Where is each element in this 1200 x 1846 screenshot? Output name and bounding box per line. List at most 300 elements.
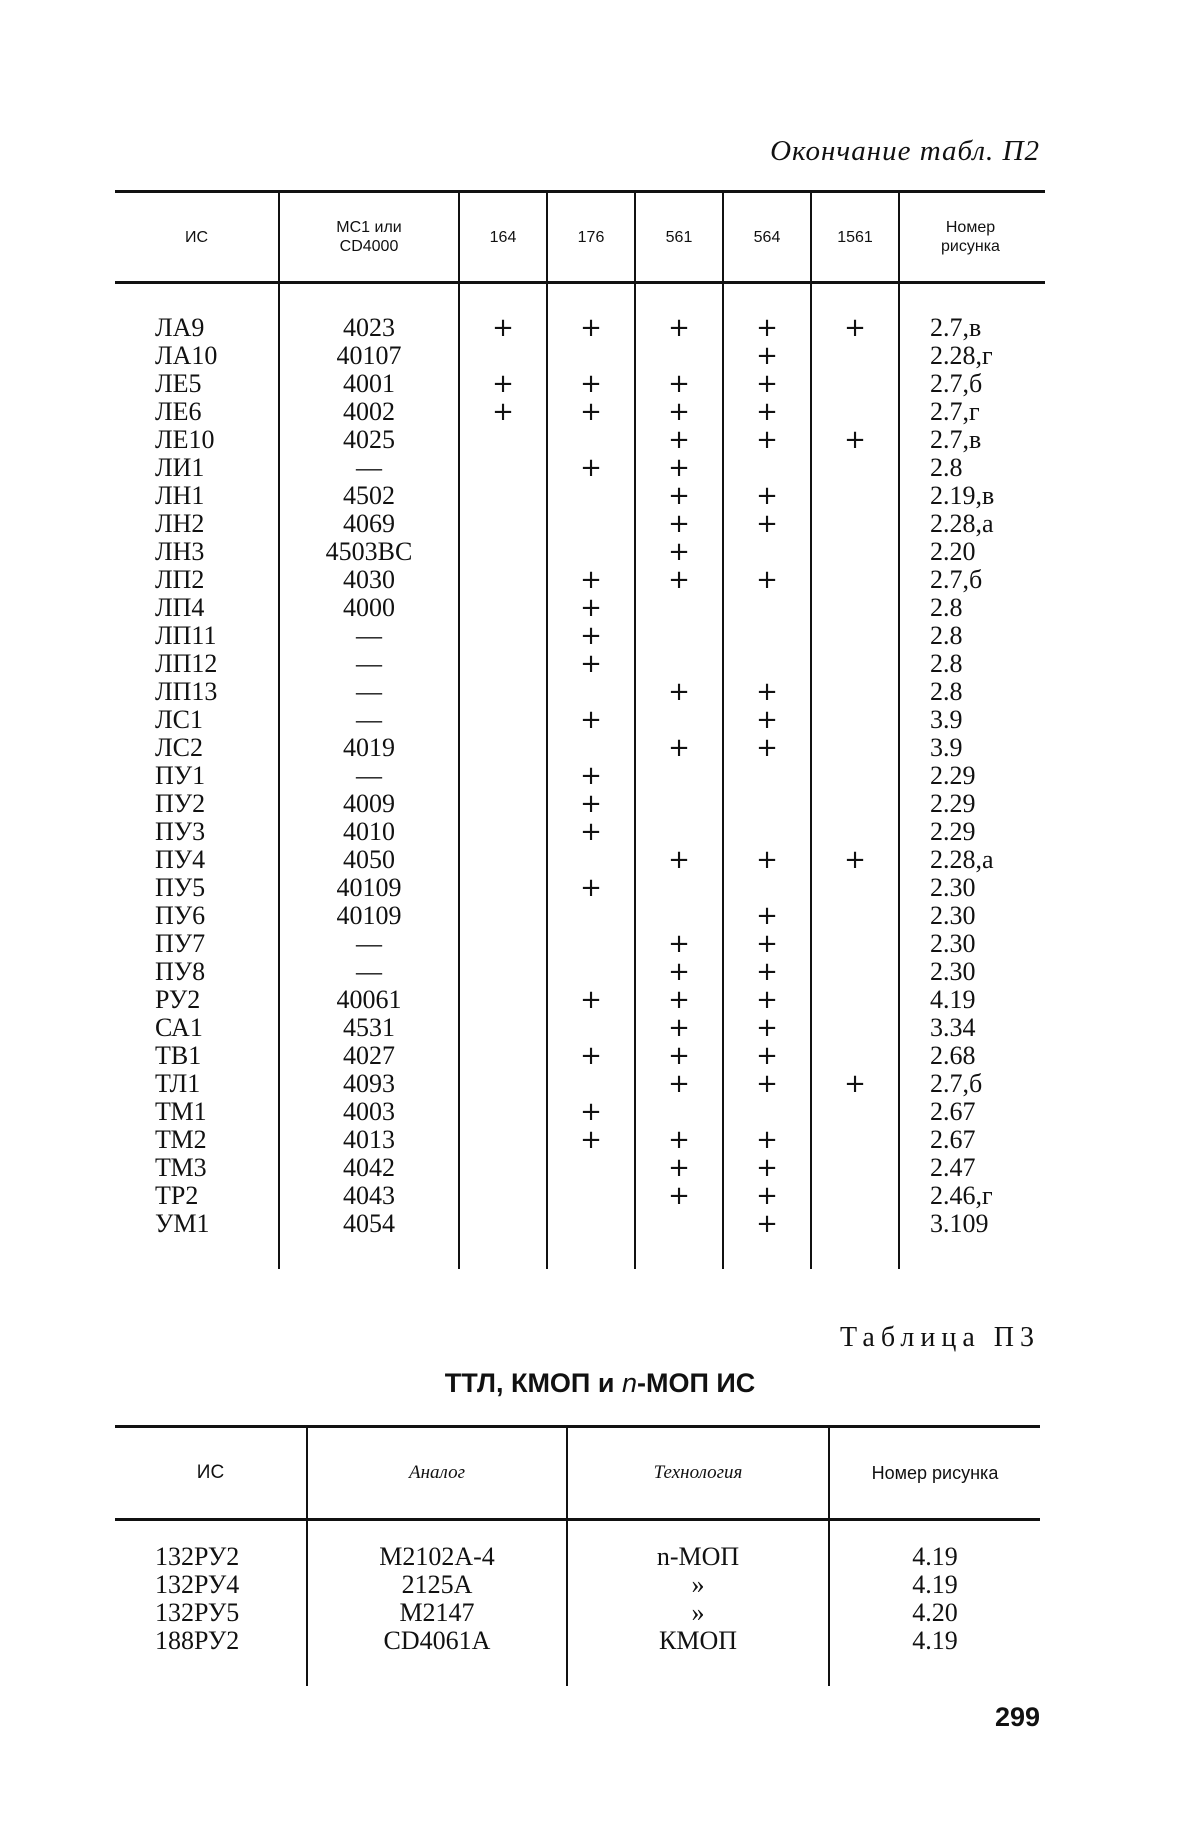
- p2-cell-mc: 4013: [343, 1125, 395, 1154]
- p2-cell-s176: +: [580, 565, 602, 595]
- p2-cell-mc: 4069: [343, 509, 395, 538]
- p2-cell-fig: 2.67: [930, 1125, 976, 1154]
- p2-cell-fig: 2.28,г: [930, 341, 993, 370]
- p2-cell-s164: [460, 1042, 546, 1070]
- p2-cell-mc: 4010: [343, 817, 395, 846]
- p2-cell-s176: +: [580, 789, 602, 819]
- table-p3-title-italic: n: [621, 1368, 637, 1398]
- header-figure: Номер рисунка: [941, 219, 1000, 255]
- p2-cell-mc: 40109: [336, 873, 402, 902]
- p2-cell-fig: 2.68: [930, 1041, 976, 1070]
- p2-cell-s1561: [812, 398, 898, 426]
- p2-cell-fig: 2.29: [930, 761, 976, 790]
- table-p3-title: [0, 1368, 1200, 1399]
- p2-cell-s176: [548, 510, 634, 538]
- p2-cell-ic: ЛЕ10: [155, 425, 215, 454]
- p2-cell-s164: [460, 678, 546, 706]
- p2-cell-ic: ЛН3: [155, 537, 205, 566]
- p2-cell-s561: +: [668, 1125, 690, 1155]
- p2-cell-s164: [460, 1182, 546, 1210]
- p2-cell-s1561: [812, 958, 898, 986]
- p2-cell-s564: [724, 762, 810, 790]
- p2-cell-s176: +: [580, 1125, 602, 1155]
- p2-cell-s164: [460, 818, 546, 846]
- p3-cell-fig: 4.19: [912, 1570, 958, 1599]
- p2-cell-fig: 2.30: [930, 901, 976, 930]
- p2-cell-fig: 4.19: [930, 985, 976, 1014]
- p2-cell-s564: [724, 874, 810, 902]
- p2-cell-ic: ПУ8: [155, 957, 206, 986]
- p3-cell-tech: n-МОП: [656, 1542, 740, 1571]
- p2-cell-s176: +: [580, 453, 602, 483]
- p2-cell-s564: +: [756, 509, 778, 539]
- p3-header-analog: Аналог: [308, 1428, 568, 1518]
- table-p3-title-rest: -МОП ИС: [636, 1368, 756, 1398]
- p3-cell-analog: M2147: [399, 1598, 475, 1627]
- p2-cell-s564: +: [756, 1041, 778, 1071]
- p2-cell-s1561: +: [844, 1069, 866, 1099]
- p2-cell-ic: ПУ1: [155, 761, 206, 790]
- p2-cell-fig: 2.67: [930, 1097, 976, 1126]
- p2-cell-s561: [636, 874, 722, 902]
- p2-cell-s564: [724, 650, 810, 678]
- p2-cell-fig: 2.8: [930, 677, 963, 706]
- p2-cell-fig: 2.28,а: [930, 845, 994, 874]
- column-figure: [900, 284, 1041, 1269]
- p2-cell-fig: 2.30: [930, 929, 976, 958]
- p2-cell-s164: [460, 986, 546, 1014]
- p2-cell-ic: ТМ2: [155, 1125, 207, 1154]
- p2-cell-ic: ЛЕ6: [155, 397, 202, 426]
- p2-cell-s564: +: [756, 929, 778, 959]
- p2-cell-s561: +: [668, 929, 690, 959]
- p2-cell-mc: 4050: [343, 845, 395, 874]
- p3-cell-tech: »: [691, 1598, 705, 1627]
- p2-cell-s561: [636, 790, 722, 818]
- p2-cell-ic: ЛП4: [155, 593, 205, 622]
- p2-cell-s1561: +: [844, 845, 866, 875]
- p2-cell-s1561: [812, 594, 898, 622]
- p2-cell-s564: +: [756, 1013, 778, 1043]
- p2-cell-s561: +: [668, 453, 690, 483]
- p2-cell-s564: +: [756, 1181, 778, 1211]
- p2-cell-s564: +: [756, 845, 778, 875]
- p2-cell-s176: [548, 342, 634, 370]
- p2-cell-s561: +: [668, 425, 690, 455]
- p2-cell-ic: ЛЕ5: [155, 369, 202, 398]
- p2-cell-s561: +: [668, 733, 690, 763]
- p2-cell-ic: ТМ1: [155, 1097, 207, 1126]
- p2-cell-s564: +: [756, 1069, 778, 1099]
- p2-cell-fig: 2.19,в: [930, 481, 995, 510]
- page-number: 299: [994, 1702, 1040, 1732]
- p2-cell-fig: 2.7,в: [930, 425, 982, 454]
- p2-cell-s164: [460, 622, 546, 650]
- table-p3-title-bold: ТТЛ, КМОП и: [444, 1368, 622, 1398]
- p2-cell-s561: +: [668, 845, 690, 875]
- p2-cell-mc: 40107: [336, 341, 402, 370]
- p2-cell-fig: 2.7,б: [930, 1069, 983, 1098]
- p2-cell-s176: +: [580, 761, 602, 791]
- p2-cell-ic: СА1: [155, 1013, 203, 1042]
- p2-cell-mc: 4043: [343, 1181, 395, 1210]
- p2-cell-s164: [460, 734, 546, 762]
- p2-cell-s176: [548, 1070, 634, 1098]
- p2-cell-fig: 3.34: [930, 1013, 976, 1042]
- p2-cell-fig: 3.9: [930, 733, 963, 762]
- p2-cell-mc: 4019: [343, 733, 395, 762]
- p2-cell-ic: ЛС2: [155, 733, 203, 762]
- p2-cell-s164: [460, 454, 546, 482]
- p2-cell-ic: ЛП2: [155, 565, 205, 594]
- p2-cell-fig: 2.47: [930, 1153, 976, 1182]
- p2-cell-mc: —: [356, 621, 382, 650]
- p2-cell-s164: [460, 1014, 546, 1042]
- p3-column-figure: [830, 1521, 1040, 1686]
- column-164: [460, 284, 548, 1269]
- p2-cell-s561: [636, 1098, 722, 1126]
- p2-cell-fig: 2.29: [930, 817, 976, 846]
- p3-column-analog: [308, 1521, 568, 1686]
- p2-cell-s176: [548, 734, 634, 762]
- p2-cell-s564: +: [756, 733, 778, 763]
- header-564: 564: [724, 193, 812, 281]
- p2-cell-s1561: [812, 734, 898, 762]
- p2-cell-fig: 2.8: [930, 593, 963, 622]
- p2-cell-mc: 4502: [343, 481, 395, 510]
- p2-cell-s176: +: [580, 369, 602, 399]
- p2-cell-ic: ПУ7: [155, 929, 206, 958]
- p2-cell-mc: 4002: [343, 397, 395, 426]
- p2-cell-s164: [460, 1098, 546, 1126]
- p2-cell-s176: +: [580, 705, 602, 735]
- p2-cell-mc: —: [356, 957, 382, 986]
- p2-cell-mc: 4009: [343, 789, 395, 818]
- p2-cell-s564: +: [756, 369, 778, 399]
- p2-cell-ic: ЛП12: [155, 649, 218, 678]
- p2-cell-s176: [548, 482, 634, 510]
- p2-cell-s564: +: [756, 677, 778, 707]
- p2-cell-s561: [636, 902, 722, 930]
- p2-cell-fig: 2.30: [930, 957, 976, 986]
- p2-cell-mc: 4003: [343, 1097, 395, 1126]
- p2-cell-s176: [548, 1210, 634, 1238]
- p2-cell-s561: [636, 1210, 722, 1238]
- p2-cell-ic: ТВ1: [155, 1041, 202, 1070]
- p2-cell-mc: —: [356, 705, 382, 734]
- p2-cell-s564: +: [756, 481, 778, 511]
- p2-cell-mc: 40061: [336, 985, 402, 1014]
- p2-cell-s564: +: [756, 565, 778, 595]
- p2-cell-s164: [460, 874, 546, 902]
- p3-cell-analog: M2102A-4: [379, 1542, 495, 1571]
- p2-cell-mc: 4093: [343, 1069, 395, 1098]
- p2-cell-ic: ТЛ1: [155, 1069, 201, 1098]
- p2-cell-ic: ЛН1: [155, 481, 205, 510]
- p2-cell-s176: [548, 538, 634, 566]
- p2-cell-s561: +: [668, 509, 690, 539]
- p2-cell-fig: 2.8: [930, 621, 963, 650]
- p2-cell-s176: [548, 846, 634, 874]
- p2-cell-s176: +: [580, 649, 602, 679]
- p2-cell-s164: [460, 902, 546, 930]
- p2-cell-mc: 4027: [343, 1041, 395, 1070]
- p2-cell-s1561: [812, 370, 898, 398]
- p2-cell-s564: [724, 818, 810, 846]
- p2-cell-ic: ЛА10: [155, 341, 218, 370]
- p2-cell-ic: ПУ5: [155, 873, 206, 902]
- p2-cell-mc: —: [356, 649, 382, 678]
- p2-cell-mc: —: [356, 677, 382, 706]
- p2-cell-mc: 4030: [343, 565, 395, 594]
- p2-cell-s561: +: [668, 1153, 690, 1183]
- p2-cell-ic: ЛП11: [155, 621, 217, 650]
- p2-cell-fig: 2.20: [930, 537, 976, 566]
- p2-cell-fig: 3.9: [930, 705, 963, 734]
- p3-column-tech: [568, 1521, 830, 1686]
- p3-cell-fig: 4.19: [912, 1542, 958, 1571]
- p2-cell-s1561: [812, 482, 898, 510]
- p2-cell-mc: 4531: [343, 1013, 395, 1042]
- p3-cell-ic: 188РУ2: [155, 1626, 240, 1655]
- p2-cell-s164: [460, 1154, 546, 1182]
- table-p3-label: Таблица П3: [840, 1322, 1040, 1353]
- p2-cell-s564: +: [756, 397, 778, 427]
- p2-cell-fig: 2.7,г: [930, 397, 980, 426]
- p2-cell-ic: РУ2: [155, 985, 201, 1014]
- p2-cell-ic: ЛА9: [155, 313, 205, 342]
- p2-cell-s561: [636, 594, 722, 622]
- p2-cell-s561: +: [668, 313, 690, 343]
- p2-cell-s561: +: [668, 957, 690, 987]
- p2-cell-ic: ТМ3: [155, 1153, 207, 1182]
- p3-cell-ic: 132РУ5: [155, 1598, 240, 1627]
- p2-cell-s561: +: [668, 481, 690, 511]
- column-1561: [812, 284, 900, 1269]
- p3-column-ic: [115, 1521, 308, 1686]
- header-1561: 1561: [812, 193, 900, 281]
- p2-cell-s164: [460, 1070, 546, 1098]
- p2-cell-s564: [724, 622, 810, 650]
- p2-cell-s164: [460, 650, 546, 678]
- p2-cell-s564: [724, 594, 810, 622]
- p2-cell-s564: +: [756, 901, 778, 931]
- p2-cell-s176: +: [580, 397, 602, 427]
- p2-cell-s561: +: [668, 1069, 690, 1099]
- p2-cell-s1561: [812, 678, 898, 706]
- p3-header-tech: Технология: [568, 1428, 830, 1518]
- p2-cell-s561: [636, 342, 722, 370]
- column-ic: [115, 284, 280, 1269]
- p2-cell-s1561: [812, 930, 898, 958]
- p2-cell-s1561: [812, 818, 898, 846]
- p2-cell-s176: +: [580, 1097, 602, 1127]
- p2-cell-ic: ПУ6: [155, 901, 206, 930]
- p2-cell-s1561: [812, 510, 898, 538]
- p2-cell-s564: +: [756, 957, 778, 987]
- p2-cell-ic: ПУ2: [155, 789, 206, 818]
- p2-cell-s1561: [812, 454, 898, 482]
- p2-cell-mc: 4025: [343, 425, 395, 454]
- header-561: 561: [636, 193, 724, 281]
- p2-cell-s561: [636, 650, 722, 678]
- column-564: [724, 284, 812, 1269]
- p2-cell-s564: [724, 454, 810, 482]
- p2-cell-s1561: [812, 342, 898, 370]
- p2-cell-s1561: [812, 1154, 898, 1182]
- p2-cell-s164: +: [492, 313, 514, 343]
- p3-cell-ic: 132РУ4: [155, 1570, 240, 1599]
- p2-cell-s561: [636, 706, 722, 734]
- p2-cell-s1561: [812, 902, 898, 930]
- p2-cell-s1561: [812, 762, 898, 790]
- p2-cell-s176: +: [580, 621, 602, 651]
- p2-cell-s164: [460, 538, 546, 566]
- p2-cell-s1561: [812, 1098, 898, 1126]
- p2-cell-s1561: [812, 874, 898, 902]
- p2-cell-mc: 4503ВС: [325, 537, 413, 566]
- p2-cell-s176: [548, 930, 634, 958]
- continuation-title: Окончание табл. П2: [770, 135, 1040, 167]
- p2-cell-fig: 2.28,а: [930, 509, 994, 538]
- p2-cell-s164: [460, 426, 546, 454]
- p3-cell-tech: КМОП: [658, 1626, 737, 1655]
- p2-cell-fig: 2.8: [930, 649, 963, 678]
- p2-cell-s176: +: [580, 873, 602, 903]
- p2-cell-s561: +: [668, 369, 690, 399]
- p2-cell-s561: +: [668, 565, 690, 595]
- p3-header-figure: Номер рисунка: [871, 1462, 999, 1483]
- p2-cell-s1561: [812, 706, 898, 734]
- p3-cell-fig: 4.19: [912, 1626, 958, 1655]
- p2-cell-s176: [548, 678, 634, 706]
- p2-cell-s176: [548, 426, 634, 454]
- p2-cell-s176: [548, 1182, 634, 1210]
- p2-cell-s564: [724, 538, 810, 566]
- p2-cell-s564: +: [756, 1209, 778, 1239]
- p2-cell-s1561: [812, 1182, 898, 1210]
- p2-cell-s1561: [812, 1210, 898, 1238]
- p2-cell-fig: 2.7,б: [930, 369, 983, 398]
- p3-cell-ic: 132РУ2: [155, 1542, 240, 1571]
- p2-cell-s1561: +: [844, 313, 866, 343]
- p2-cell-s1561: +: [844, 425, 866, 455]
- p2-cell-s1561: [812, 566, 898, 594]
- p2-cell-s164: [460, 762, 546, 790]
- p2-cell-s164: [460, 790, 546, 818]
- p2-cell-fig: 2.46,г: [930, 1181, 993, 1210]
- p2-cell-s164: [460, 566, 546, 594]
- p2-cell-ic: ЛИ1: [155, 453, 205, 482]
- p2-cell-s164: [460, 1210, 546, 1238]
- p2-cell-s1561: [812, 1014, 898, 1042]
- p2-cell-mc: 4054: [343, 1209, 395, 1238]
- p2-cell-s561: +: [668, 397, 690, 427]
- table-p2-header: [115, 193, 1045, 284]
- p2-cell-mc: 4042: [343, 1153, 395, 1182]
- p2-cell-s564: [724, 1098, 810, 1126]
- p2-cell-s564: +: [756, 1153, 778, 1183]
- p3-cell-analog: 2125A: [401, 1570, 473, 1599]
- p2-cell-s564: +: [756, 341, 778, 371]
- p2-cell-fig: 2.30: [930, 873, 976, 902]
- p2-cell-mc: —: [356, 929, 382, 958]
- p2-cell-s561: +: [668, 1041, 690, 1071]
- p2-cell-s164: [460, 958, 546, 986]
- p2-cell-s564: +: [756, 985, 778, 1015]
- p2-cell-ic: ПУ3: [155, 817, 206, 846]
- p3-cell-tech: »: [691, 1570, 705, 1599]
- p2-cell-mc: —: [356, 453, 382, 482]
- p2-cell-s561: [636, 818, 722, 846]
- header-mc: МС1 или CD4000: [280, 193, 460, 281]
- p2-cell-ic: ЛП13: [155, 677, 218, 706]
- p2-cell-s164: [460, 930, 546, 958]
- p2-cell-ic: ЛН2: [155, 509, 205, 538]
- p2-cell-s176: [548, 902, 634, 930]
- p2-cell-s564: +: [756, 1125, 778, 1155]
- p2-cell-s1561: [812, 986, 898, 1014]
- p2-cell-s164: [460, 1126, 546, 1154]
- p2-cell-s176: [548, 958, 634, 986]
- p2-cell-s164: [460, 482, 546, 510]
- p2-cell-fig: 3.109: [930, 1209, 989, 1238]
- column-mc: [280, 284, 460, 1269]
- p2-cell-s176: +: [580, 817, 602, 847]
- p2-cell-s1561: [812, 790, 898, 818]
- header-ic: ИС: [115, 193, 280, 281]
- p2-cell-s564: +: [756, 705, 778, 735]
- table-p2-body: [115, 284, 1045, 1269]
- p3-header-ic: ИС: [115, 1428, 308, 1518]
- p2-cell-ic: ЛС1: [155, 705, 203, 734]
- header-164: 164: [460, 193, 548, 281]
- table-p3-header: [115, 1428, 1040, 1521]
- p2-cell-s164: [460, 706, 546, 734]
- p2-cell-s176: +: [580, 985, 602, 1015]
- column-561: [636, 284, 724, 1269]
- p2-cell-s176: [548, 1014, 634, 1042]
- p2-cell-s176: +: [580, 313, 602, 343]
- p2-cell-mc: —: [356, 761, 382, 790]
- p3-cell-fig: 4.20: [912, 1598, 958, 1627]
- p2-cell-fig: 2.29: [930, 789, 976, 818]
- p2-cell-mc: 4001: [343, 369, 395, 398]
- column-176: [548, 284, 636, 1269]
- p2-cell-s561: +: [668, 985, 690, 1015]
- p2-cell-s1561: [812, 1042, 898, 1070]
- p3-cell-analog: CD4061A: [383, 1626, 491, 1655]
- table-p2: [115, 190, 1045, 1269]
- p2-cell-fig: 2.7,б: [930, 565, 983, 594]
- p2-cell-s176: [548, 1154, 634, 1182]
- p2-cell-s561: [636, 622, 722, 650]
- p2-cell-s1561: [812, 650, 898, 678]
- p2-cell-s564: [724, 790, 810, 818]
- p2-cell-mc: 40109: [336, 901, 402, 930]
- header-176: 176: [548, 193, 636, 281]
- p2-cell-s1561: [812, 1126, 898, 1154]
- p2-cell-s164: +: [492, 397, 514, 427]
- p2-cell-s1561: [812, 622, 898, 650]
- p2-cell-s561: +: [668, 1181, 690, 1211]
- p2-cell-s176: +: [580, 1041, 602, 1071]
- p2-cell-s1561: [812, 538, 898, 566]
- p2-cell-ic: ПУ4: [155, 845, 206, 874]
- p2-cell-s176: +: [580, 593, 602, 623]
- p2-cell-s561: [636, 762, 722, 790]
- p2-cell-s164: [460, 594, 546, 622]
